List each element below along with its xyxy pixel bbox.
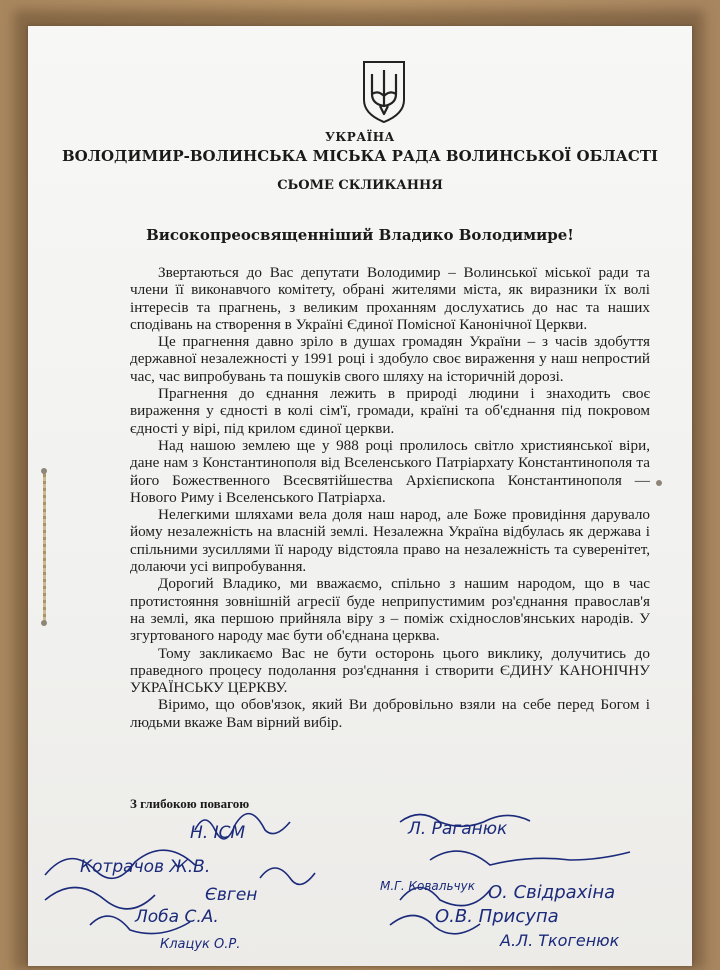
paragraph: Тому закликаємо Вас не бути осторонь цього виклику, долучитись до праведного процесу подолання роз'єднання і створити ЄДИНУ КАНОНІЧНУ УКРАЇНСЬКУ ЦЕРКВУ. xyxy=(130,644,650,697)
binding-thread xyxy=(43,470,46,625)
header-convocation: СЬОМЕ СКЛИКАННЯ xyxy=(277,178,443,193)
closing-phrase: З глибокою повагою xyxy=(130,796,250,811)
header-council: ВОЛОДИМИР-ВОЛИНСЬКА МІСЬКА РАДА ВОЛИНСЬКОЇ ОБЛАСТІ xyxy=(61,147,658,165)
paragraph: Прагнення до єднання лежить в природі людини і знаходить своє вираження у єдності в колі сім'ї, громади, країні та об'єднання під покровом єдності у вірі, під крилом єдиної церкви. xyxy=(130,385,650,437)
punch-hole xyxy=(41,468,47,474)
signature: Котрачов Ж.В. xyxy=(80,857,211,877)
letter-body xyxy=(130,264,650,731)
paragraph: Віримо, що обов'язок, який Ви добровільно взяли на себе перед Богом і людьми вкаже Вам вірний вибір. xyxy=(130,696,650,731)
signature: Л. Раганюк xyxy=(408,819,508,839)
signature: Клацук О.Р. xyxy=(160,937,241,952)
paragraph: Над нашою землею ще у 988 році пролилось світло християнської віри, дане нам з Константинополя від Вселенського Патріархату Константинополя та його Божественного Всесвятійшества Архієпископа Константинополя — Нового Риму і Вселенського Патріарха. xyxy=(130,436,650,506)
paragraph: Це прагнення давно зріло в душах громадян України – з часів здобуття державної незалежності у 1991 році і здобуло своє вираження у наш непростий час, час випробувань та пошуків свого шляху на історичній дорозі. xyxy=(130,333,650,385)
signature: О. Свідрахіна xyxy=(488,882,616,903)
trident-emblem-icon xyxy=(360,60,408,124)
header-country: УКРАЇНА xyxy=(325,130,395,144)
signature: А.Л. Ткогенюк xyxy=(500,931,620,950)
paragraph: Дорогий Владико, ми вважаємо, спільно з нашим народом, що в час протистояння зовнішній агресії буде неприпустимим роз'єднання православ'я на землі, яка першою прийняла віру з – поміж східнослов'янських народів. У згуртованого народу має бути об'єднана церква. xyxy=(130,575,650,645)
signatures-block xyxy=(0,800,720,960)
signature: Лоба С.А. xyxy=(135,907,219,927)
signature: М.Г. Ковальчук xyxy=(380,879,475,893)
signature: О.В. Присупа xyxy=(435,906,559,927)
salutation: Високопреосвященніший Владико Володимире! xyxy=(146,226,574,244)
paragraph: Нелегкими шляхами вела доля наш народ, але Боже провидіння дарувало йому незалежність на власній землі. Незалежна Україна відбулась як держава і спільними зусиллями її народу відстояла право на незалежність та суверенітет, долаючи усі випробування. xyxy=(130,506,650,576)
punch-hole xyxy=(656,480,662,486)
signature: Н. ІСМ xyxy=(190,823,246,843)
punch-hole xyxy=(41,620,47,626)
signature: Євген xyxy=(205,885,258,905)
paragraph: Звертаються до Вас депутати Володимир – Волинської міської ради та члени її виконавчого комітету, обрані жителями міста, як виразники їх волі інтересів та прагнень, з великим проханням дослухатись до нас та наших сподівань на створення в Україні Єдиної Помісної Канонічної Церкви. xyxy=(130,264,650,333)
